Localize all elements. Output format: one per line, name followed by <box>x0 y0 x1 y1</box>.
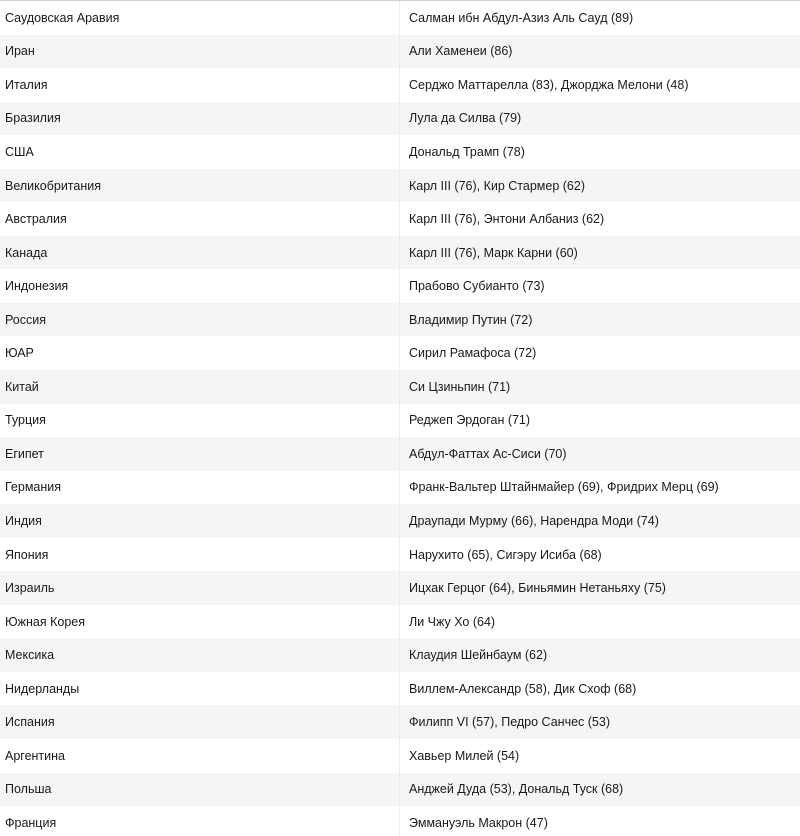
table-row <box>0 571 800 605</box>
country-cell: Аргентина <box>0 739 400 773</box>
table-row <box>0 437 800 471</box>
country-cell: Саудовская Аравия <box>0 1 400 35</box>
leaders-cell: Филипп VI (57), Педро Санчес (53) <box>409 715 611 730</box>
country-cell: Израиль <box>0 571 400 605</box>
table-row <box>0 68 800 102</box>
table-row <box>0 773 800 807</box>
leaders-cell: Владимир Путин (72) <box>409 312 533 327</box>
country-cell: Китай <box>0 370 400 404</box>
table-row <box>0 370 800 404</box>
leaders-cell: Карл III (76), Марк Карни (60) <box>409 245 578 260</box>
table-row <box>0 35 800 69</box>
country-cell: Германия <box>0 471 400 505</box>
country-cell: Мексика <box>0 638 400 672</box>
table-row <box>0 605 800 639</box>
leaders-cell: Ли Чжу Хо (64) <box>409 614 496 629</box>
table-row <box>0 169 800 203</box>
country-cell: Нидерланды <box>0 672 400 706</box>
leaders-cell: Реджеп Эрдоган (71) <box>409 413 531 428</box>
table-row <box>0 102 800 136</box>
leaders-cell: Карл III (76), Кир Стармер (62) <box>409 178 585 193</box>
country-cell: Индонезия <box>0 269 400 303</box>
leaders-cell: Сирил Рамафоса (72) <box>409 346 537 361</box>
country-cell: Испания <box>0 705 400 739</box>
leaders-cell: Абдул-Фаттах Ас-Сиси (70) <box>409 446 567 461</box>
leaders-cell: Си Цзиньпин (71) <box>409 379 511 394</box>
table-row <box>0 638 800 672</box>
country-cell: ЮАР <box>0 336 400 370</box>
country-cell: Великобритания <box>0 169 400 203</box>
country-cell: Египет <box>0 437 400 471</box>
country-cell: Бразилия <box>0 102 400 136</box>
leaders-cell: Али Хаменеи (86) <box>409 44 513 59</box>
country-cell: Южная Корея <box>0 605 400 639</box>
table-row <box>0 404 800 438</box>
leaders-cell: Прабово Субианто (73) <box>409 279 545 294</box>
leaders-cell: Дональд Трамп (78) <box>409 144 525 159</box>
country-cell: Индия <box>0 504 400 538</box>
leaders-cell: Ицхак Герцог (64), Биньямин Нетаньяху (75) <box>409 581 666 596</box>
country-cell: Иран <box>0 35 400 69</box>
leaders-cell: Виллем-Александр (58), Дик Схоф (68) <box>409 681 637 696</box>
table-row <box>0 303 800 337</box>
leaders-cell: Драупади Мурму (66), Нарендра Моди (74) <box>409 513 659 528</box>
leaders-cell: Хавьер Милей (54) <box>409 748 520 763</box>
country-cell: США <box>0 135 400 169</box>
leaders-cell: Франк-Вальтер Штайнмайер (69), Фридрих Мерц (69) <box>409 480 719 495</box>
table-row <box>0 806 800 836</box>
table-row <box>0 336 800 370</box>
country-cell: Турция <box>0 404 400 438</box>
country-cell: Польша <box>0 773 400 807</box>
country-cell: Япония <box>0 538 400 572</box>
leaders-cell: Клаудия Шейнбаум (62) <box>409 648 548 663</box>
leaders-cell: Лула да Силва (79) <box>409 111 522 126</box>
table-row <box>0 504 800 538</box>
table-row <box>0 135 800 169</box>
leaders-cell: Салман ибн Абдул-Азиз Аль Сауд (89) <box>409 10 634 25</box>
country-cell: Франция <box>0 806 400 836</box>
table-row <box>0 705 800 739</box>
table-row <box>0 538 800 572</box>
country-cell: Россия <box>0 303 400 337</box>
leaders-cell: Нарухито (65), Сигэру Исиба (68) <box>409 547 602 562</box>
country-cell: Австралия <box>0 202 400 236</box>
leaders-cell: Анджей Дуда (53), Дональд Туск (68) <box>409 782 624 797</box>
table-row <box>0 269 800 303</box>
table-row <box>0 202 800 236</box>
table-row <box>0 739 800 773</box>
table-row <box>0 471 800 505</box>
table-row <box>0 236 800 270</box>
leaders-cell: Эммануэль Макрон (47) <box>409 815 548 830</box>
country-cell: Канада <box>0 236 400 270</box>
leaders-cell: Серджо Маттарелла (83), Джорджа Мелони (48) <box>409 77 689 92</box>
table-row <box>0 1 800 35</box>
table-row <box>0 672 800 706</box>
country-cell: Италия <box>0 68 400 102</box>
leaders-cell: Карл III (76), Энтони Албаниз (62) <box>409 212 605 227</box>
